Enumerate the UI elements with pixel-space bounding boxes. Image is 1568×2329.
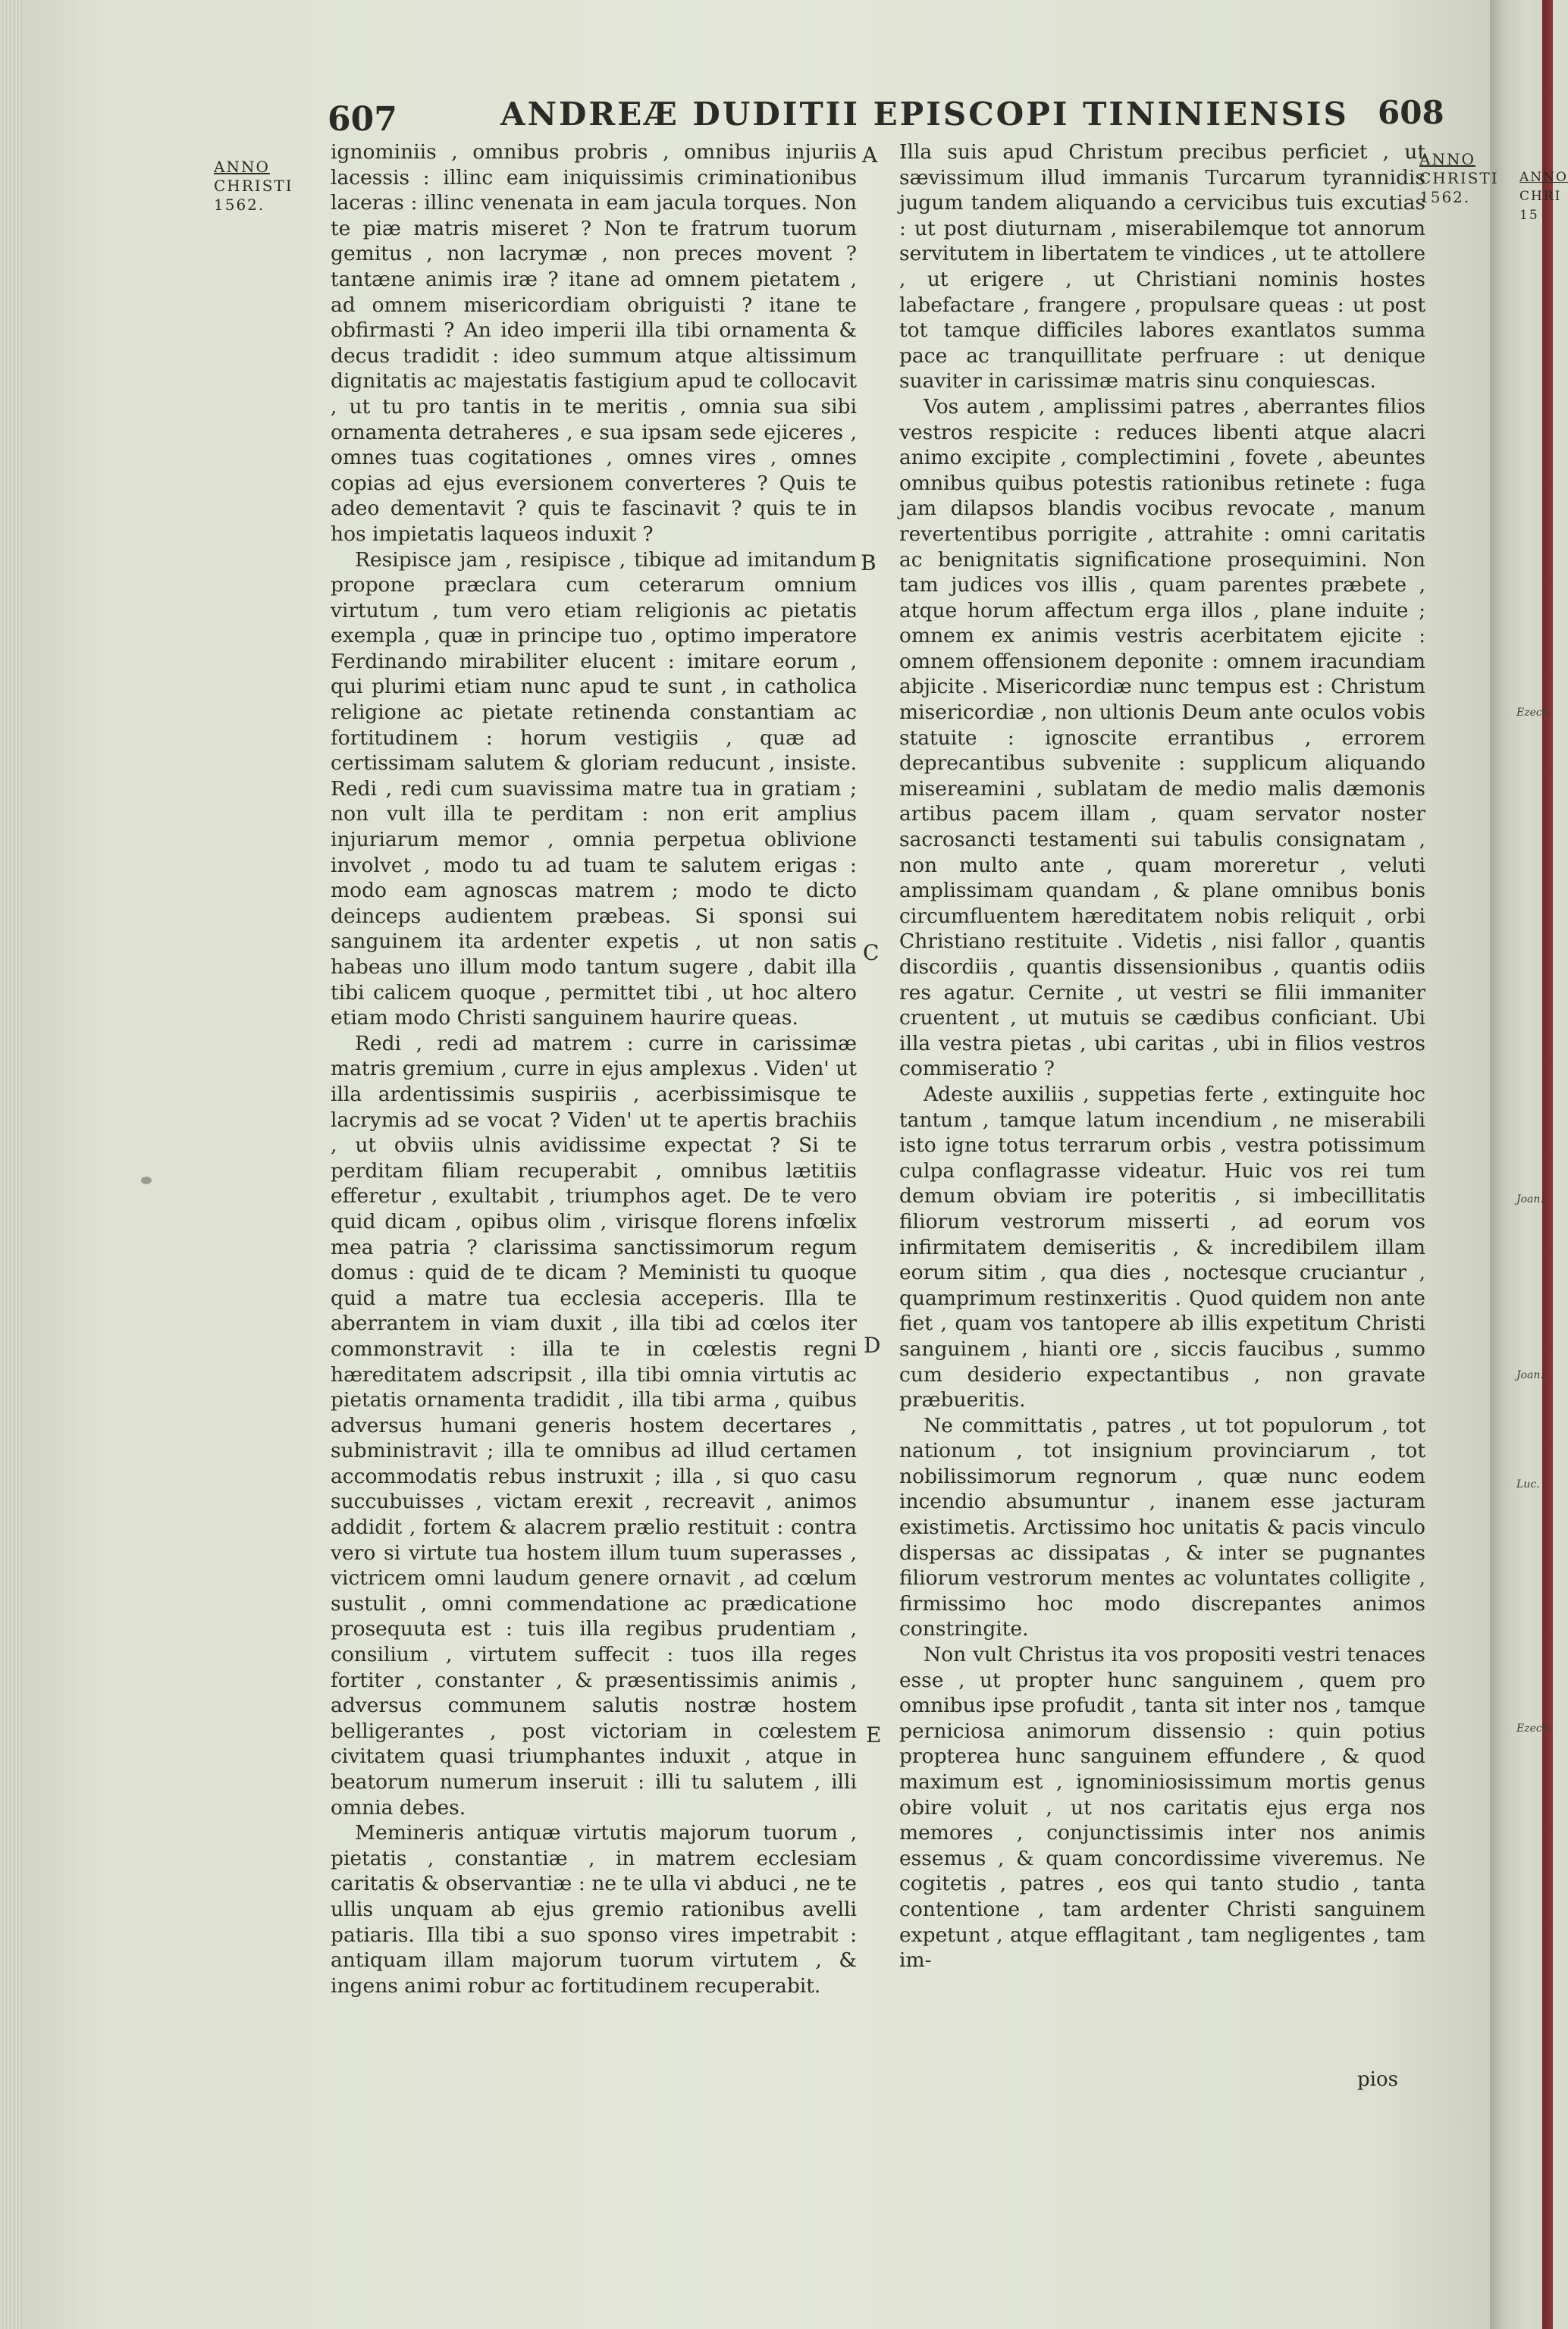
page-header (0, 85, 1553, 146)
right-column (899, 139, 1425, 1973)
next-page-year (1519, 168, 1568, 225)
section-marker-d: D (864, 1333, 881, 1358)
book-edge-left (0, 0, 23, 2329)
next-page-note: Ezech. (1516, 1722, 1553, 1735)
year-line: CHRISTI (1419, 169, 1499, 187)
paragraph: Memineris antiquæ virtutis majorum tuorum , pietatis , constantiæ , in matrem ecclesiam caritatis & observantiæ : ne te ulla vi abduci , ne te ullis unquam ab ejus gremio rationibus avelli patiaris. Illa tibi a suo sponso vires impetrabit : antiquam illam majorum tuorum virtutem , & ingens animi robur ac fortitudinem recuperabit. (331, 1821, 857, 1998)
left-column (331, 139, 857, 1998)
paragraph: Ne committatis , patres , ut tot populorum , tot nationum , tot insignium provinciarum , tot nobilissimorum regnorum , quæ nunc eodem incendio absumuntur , inanem esse jacturam existimetis. Arctissimo hoc unitatis & pacis vinculo dispersas ac dissipatas , & inter se pugnantes filiorum vestrorum mentes ac voluntates colligite , firmissimo hoc modo discrepantes animos constringite. (899, 1413, 1425, 1641)
catchword: pios (1357, 2068, 1398, 2091)
ink-smudge (141, 1177, 152, 1184)
book-spine (1542, 0, 1553, 2329)
year-line: ANNO (214, 158, 270, 176)
year-line: 1562. (214, 196, 265, 214)
next-page-note: Ezech. (1516, 707, 1553, 719)
paragraph: Illa suis apud Christum precibus perficiet , ut sævissimum illud immanis Turcarum tyrannidis jugum tandem aliquando a cervicibus tuis excutias : ut post diuturnam , miserabilemque tot annorum servitutem in libertatem te vindices , ut te attollere , ut erigere , ut Christiani nominis hostes labefactare , frangere , propulsare queas : ut post tot tamque difficiles labores exantlatos summa pace ac tranquillitate perfruare : ut denique suaviter in carissimæ matris sinu conquiescas. (899, 140, 1425, 393)
section-marker-a: A (862, 143, 878, 168)
year-line: ANNO (1519, 170, 1568, 185)
running-title: ANDREÆ DUDITII EPISCOPI TININIENSIS (500, 96, 1349, 133)
year-line: CHRISTI (214, 177, 293, 195)
paragraph: ignominiis , omnibus probris , omnibus injuriis lacessis : illinc eam iniquissimis criminationibus laceras : illinc venenata in eam jacula torques. Non te piæ matris miseret ? Non te fratrum tuorum gemitus , non lacrymæ , non preces movent ? tantæne animis iræ ? itane ad omnem pietatem , ad omnem misericordiam obriguisti ? itane te obfirmasti ? An ideo imperii illa tibi ornamenta & decus tradidit : ideo summum atque altissimum dignitatis ac majestatis fastigium apud te collocavit , ut tu pro tantis in te meritis , omnia sua sibi ornamenta detraheres , e sua ipsam sede ejiceres , omnes tuas cogitationes , omnes vires , omnes copias ad ejus eversionem converteres ? Quis te adeo dementavit ? quis te fascinavit ? quis te in hos impietatis laqueos induxit ? (331, 140, 857, 546)
year-line: 15 (1519, 208, 1539, 223)
section-marker-e: E (866, 1722, 882, 1748)
page-number-left: 607 (328, 100, 397, 139)
year-line: 1562. (1419, 188, 1471, 206)
page-number-right: 608 (1378, 94, 1444, 131)
paragraph: Redi , redi ad matrem : curre in carissimæ matris gremium , curre in ejus amplexus . Viden' ut illa ardentissimis suspiriis , acerbissimisque te lacrymis ad se vocat ? Viden' ut te apertis brachiis , ut obviis ulnis avidissime expectat ? Si te perditam filiam recuperabit , omnibus lætitiis efferetur , exultabit , triumphos aget. De te vero quid dicam , opibus olim , virisque florens infœlix mea patria ? clarissima sanctissimorum regum domus : quid de te dicam ? Meministi tu quoque quid a matre tua ecclesia acceperis. Illa te aberrantem in viam duxit , illa tibi ad cœlos iter commonstravit : illa te in cœlestis regni hæreditatem adscripsit , illa tibi omnia virtutis ac pietatis ornamenta tradidit , illa tibi arma , quibus adversus humani generis hostem decertares , subministravit ; illa te omnibus ad illud certamen accommodatis rebus instruxit ; illa , si quo casu succubuisses , victam erexit , recreavit , animos addidit , fortem & alacrem prælio restituit : contra vero si virtute tua hostem illum tuum superasses , victricem omni laudum genere ornavit , ad cœlum sustulit , omni commendatione ac prædicatione prosequuta est : tuis illa regibus prudentiam , consilium , virtutem suffecit : tuos illa reges fortiter , constanter , & præsentissimis animis , adversus communem salutis nostræ hostem belligerantes , post victoriam in cœlestem civitatem quasi triumphantes induxit , atque in beatorum numerum inseruit : illi tu salutem , illi omnia debes. (331, 1031, 857, 1820)
paragraph: Non vult Christus ita vos propositi vestri tenaces esse , ut propter hunc sanguinem , quem pro omnibus ipse profudit , tanta sit inter nos , tamque perniciosa animorum dissensio : quin potius propterea hunc sanguinem effundere , & quod maximum est , ignominiosissimum mortis genus obire voluit , ut nos caritatis ejus erga nos memores , conjunctissimis inter nos animis essemus , & quam concordissime viveremus. Ne cogitetis , patres , eos qui tanto studio , tanta contentione , tam ardenter Christi sanguinem expetunt , atque efflagitant , tam negligentes , tam im- (899, 1643, 1425, 1973)
paragraph: Adeste auxiliis , suppetias ferte , extinguite hoc tantum , tamque latum incendium , ne miserabili isto igne totus terrarum orbis , vestra potissimum culpa conflagrasse videatur. Huic vos rei tum demum obviam ire poteritis , si imbecillitatis filiorum vestrorum misserti , ad eorum vos infirmitatem demiseritis , & incredibilem illam eorum sitim , qua dies , noctesque cruciantur , quamprimum restinxeritis . Quod quidem non ante fiet , quam vos tantopere ab illis expetitum Christi sanguinem , hianti ore , siccis faucibus , summo cum desiderio expectantibus , non gravate præbueritis. (899, 1082, 1425, 1412)
margin-year-left (214, 158, 293, 215)
next-page-note: Luc. (1516, 1478, 1540, 1490)
section-marker-c: C (863, 940, 880, 965)
section-marker-b: B (861, 550, 877, 575)
year-line: CHRI (1519, 189, 1562, 204)
paragraph: Vos autem , amplissimi patres , aberrantes filios vestros respicite : reduces libenti atque alacri animo excipite , complectimini , fovete , abeuntes omnibus quibus potestis rationibus retinete : fuga jam dilapsos blandis vocibus revocate , manum revertentibus porrigite , attrahite : omni caritatis ac benignitatis significatione prosequimini. Non tam judices vos illis , quam parentes præbete , atque horum affectum erga illos , plane induite ; omnem ex animis vestris acerbitatem ejicite : omnem offensionem deponite : omnem iracundiam abjicite . Misericordiæ nunc tempus est : Christum misericordiæ , non ultionis Deum ante oculos vobis statuite : ignoscite errantibus , errorem deprecantibus subvenite : supplicum aliquando misereamini , sublatam de medio malis dæmonis artibus pacem illam , quam servator noster sacrosancti testamenti sui tabulis consignatam , non multo ante , quam moreretur , veluti amplissimam quandam , & plane omnibus bonis circumfluentem hæreditatem nobis reliquit , orbi Christiano restituite . Videtis , nisi fallor , quantis discordiis , quantis dissensionibus , quantis odiis res agatur. Cernite , ut vestri se filii immaniter cruentent , ut mutuis se cædibus conficiant. Ubi illa vestra pietas , ubi caritas , ubi in filios vestros commiseratio ? (899, 394, 1425, 1081)
paragraph: Resipisce jam , resipisce , tibique ad imitandum propone præclara cum ceterarum omnium virtutum , tum vero etiam religionis ac pietatis exempla , quæ in principe tuo , optimo imperatore Ferdinando mirabiliter elucent : imitare eorum , qui plurimi etiam nunc apud te sunt , in catholica religione ac pietate retinenda constantiam ac fortitudinem : horum vestigiis , quæ ad certissimam salutem & gloriam reducunt , insiste. Redi , redi cum suavissima matre tua in gratiam ; non vult illa te perditam : non erit amplius injuriarum memor , omnia perpetua oblivione involvet , modo tu ad tuam te salutem erigas : modo eam agnoscas matrem ; modo te dicto deinceps audientem præbeas. Si sponsi sui sanguinem ita ardenter expetis , ut non satis habeas uno illum modo tantum sugere , dabit illa tibi calicem quoque , permittet tibi , ut hoc altero etiam modo Christi sanguinem haurire queas. (331, 547, 857, 1030)
next-page-edge (1490, 0, 1553, 2329)
year-line: ANNO (1419, 150, 1475, 168)
next-page-note: Joan. (1516, 1193, 1544, 1205)
margin-year-right (1419, 150, 1499, 207)
next-page-note: Joan. (1516, 1369, 1544, 1381)
